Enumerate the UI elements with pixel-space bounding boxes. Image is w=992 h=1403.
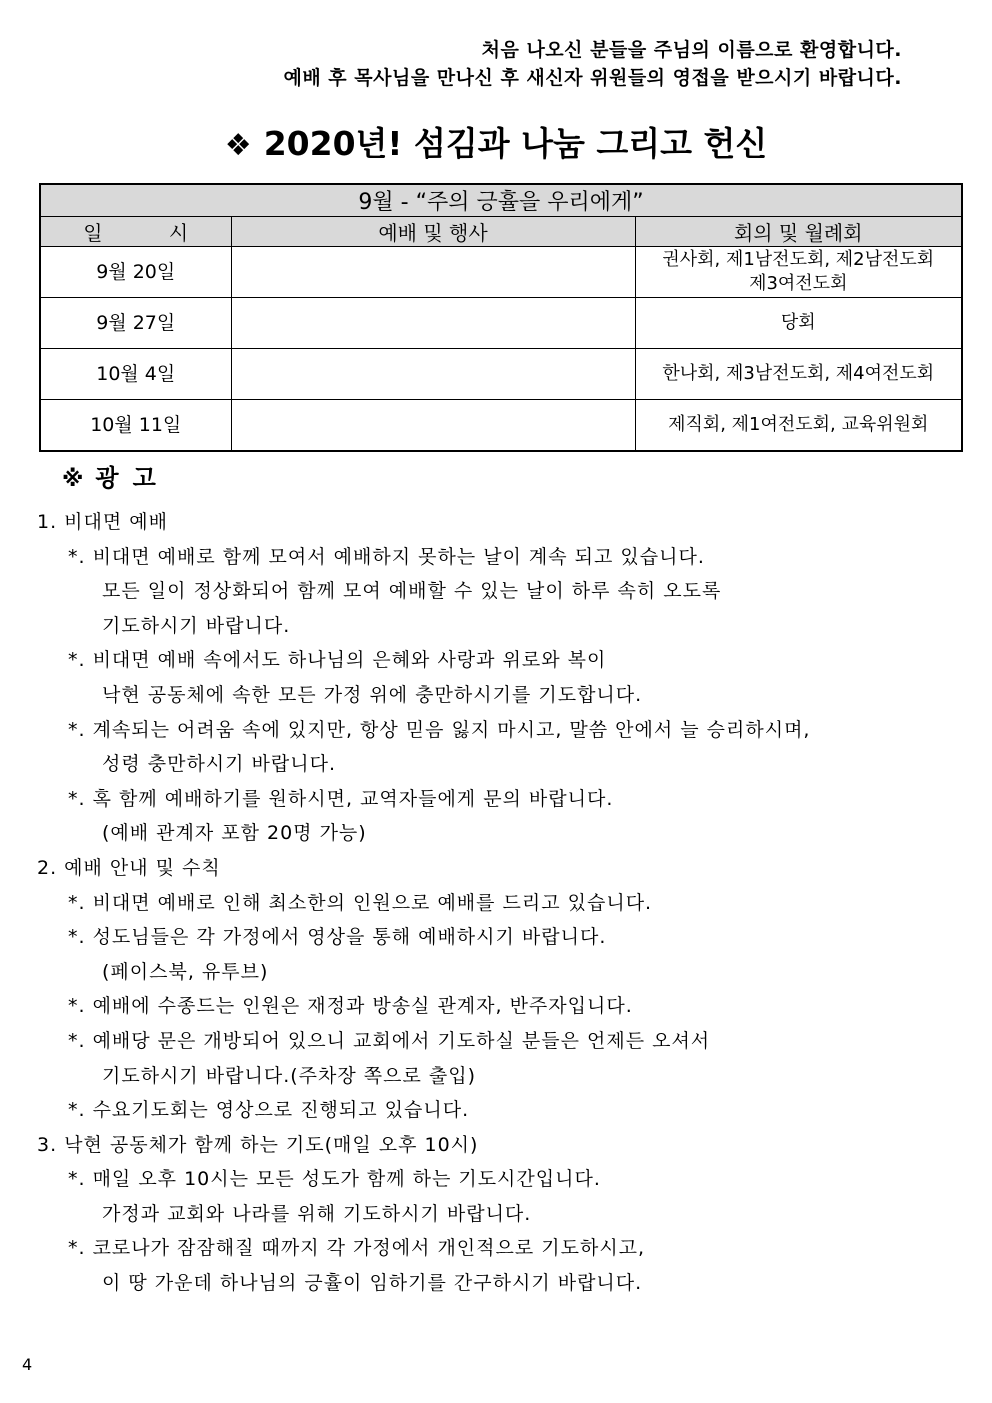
table-row <box>40 298 962 349</box>
list-item-continuation: 낙현 공동체에 속한 모든 가정 위에 충만하시기를 기도합니다. <box>102 683 643 706</box>
row-date: 10월 4일 <box>40 349 231 400</box>
page-title-text: 2020년! 섬김과 나눔 그리고 헌신 <box>263 124 768 163</box>
page-number: 4 <box>22 1355 33 1374</box>
welcome-line-2: 예배 후 목사님을 만나신 후 새신자 위원들의 영접을 받으시기 바랍니다. <box>283 67 902 89</box>
row-date: 10월 11일 <box>40 400 231 452</box>
list-item: *. 예배에 수종드는 인원은 재정과 방송실 관계자, 반주자입니다. <box>68 995 633 1018</box>
diamond-icon: ❖ <box>224 128 252 163</box>
list-item: *. 비대면 예배로 함께 모여서 예배하지 못하는 날이 계속 되고 있습니다. <box>68 545 705 568</box>
row-date: 9월 20일 <box>40 247 231 298</box>
list-item-continuation: 성령 충만하시기 바랍니다. <box>102 753 337 776</box>
announcements-body <box>0 505 992 1301</box>
row-meeting: 제직회, 제1여전도회, 교육위원회 <box>635 400 962 452</box>
row-event <box>231 298 635 349</box>
welcome-message <box>283 36 902 92</box>
row-meeting-line: 제3여전도회 <box>749 273 848 294</box>
announcements-title-text: 광고 <box>95 464 170 492</box>
row-meeting <box>635 247 962 298</box>
row-meeting-line: 권사회, 제1남전도회, 제2남전도회 <box>662 249 935 270</box>
section-heading: 1. 비대면 예배 <box>37 511 168 533</box>
table-row <box>40 349 962 400</box>
row-meeting: 당회 <box>635 298 962 349</box>
reference-mark-icon: ※ <box>62 467 84 492</box>
column-header-meeting: 회의 및 월례회 <box>635 217 962 247</box>
list-item: *. 수요기도회는 영상으로 진행되고 있습니다. <box>68 1099 470 1122</box>
column-header-date: 일 시 <box>40 217 231 247</box>
list-item-continuation: 기도하시기 바랍니다. <box>102 614 291 637</box>
schedule-table <box>39 183 963 452</box>
page-title <box>0 118 992 165</box>
table-row <box>40 400 962 452</box>
row-meeting: 한나회, 제3남전도회, 제4여전도회 <box>635 349 962 400</box>
table-row <box>40 247 962 298</box>
list-item-continuation: (페이스북, 유투브) <box>102 960 269 983</box>
list-item-continuation: 기도하시기 바랍니다.(주차장 쪽으로 출입) <box>102 1064 477 1087</box>
section-heading: 2. 예배 안내 및 수칙 <box>37 856 221 879</box>
list-item: *. 코로나가 잠잠해질 때까지 각 가정에서 개인적으로 기도하시고, <box>68 1237 646 1260</box>
row-date: 9월 27일 <box>40 298 231 349</box>
list-item-continuation: 모든 일이 정상화되어 함께 모여 예배할 수 있는 날이 하루 속히 오도록 <box>102 580 722 603</box>
list-item: *. 매일 오후 10시는 모든 성도가 함께 하는 기도시간입니다. <box>68 1168 601 1191</box>
welcome-line-1: 처음 나오신 분들을 주님의 이름으로 환영합니다. <box>481 39 902 61</box>
column-header-event: 예배 및 행사 <box>231 217 635 247</box>
list-item: *. 혹 함께 예배하기를 원하시면, 교역자들에게 문의 바랍니다. <box>68 787 614 810</box>
list-item-continuation: (예배 관계자 포함 20명 가능) <box>102 822 367 845</box>
row-event <box>231 400 635 452</box>
list-item: *. 비대면 예배 속에서도 하나님의 은혜와 사랑과 위로와 복이 <box>68 649 607 672</box>
announcements-title <box>62 458 170 493</box>
list-item-continuation: 이 땅 가운데 하나님의 긍휼이 임하기를 간구하시기 바랍니다. <box>102 1272 643 1295</box>
list-item: *. 계속되는 어려움 속에 있지만, 항상 믿음 잃지 마시고, 말씀 안에서 늘 승리하시며, <box>68 718 811 741</box>
list-item: *. 성도님들은 각 가정에서 영상을 통해 예배하시기 바랍니다. <box>68 926 607 949</box>
section-heading: 3. 낙현 공동체가 함께 하는 기도(매일 오후 10시) <box>37 1133 479 1156</box>
list-item: *. 비대면 예배로 인해 최소한의 인원으로 예배를 드리고 있습니다. <box>68 891 653 914</box>
list-item: *. 예배당 문은 개방되어 있으니 교회에서 기도하실 분들은 언제든 오셔서 <box>68 1029 711 1052</box>
row-event <box>231 349 635 400</box>
schedule-month-title: 9월 - “주의 긍휼을 우리에게” <box>40 184 962 217</box>
row-event <box>231 247 635 298</box>
list-item-continuation: 가정과 교회와 나라를 위해 기도하시기 바랍니다. <box>102 1202 532 1225</box>
